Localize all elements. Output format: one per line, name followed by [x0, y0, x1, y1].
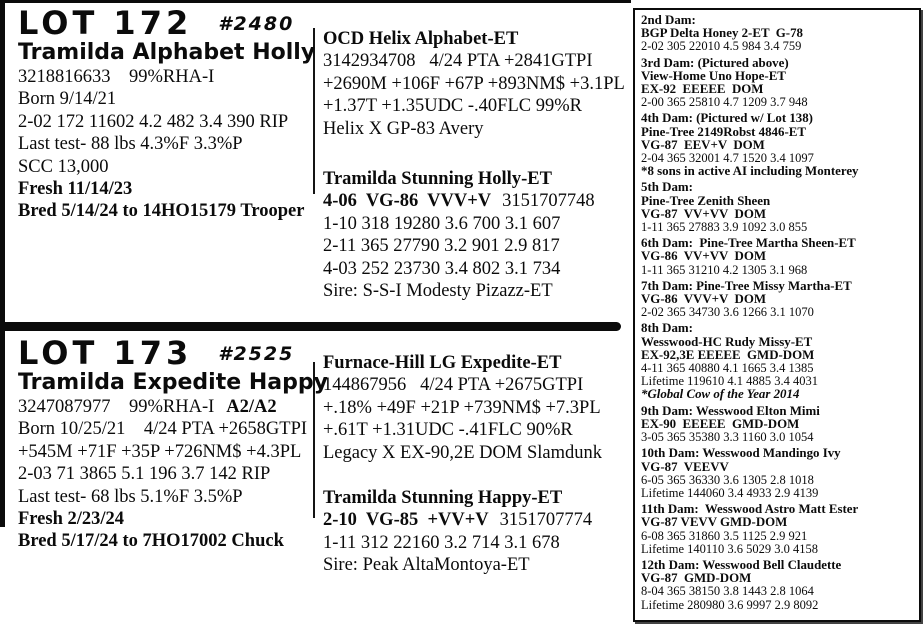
pedigree-line: VG-87 EEV+V DOM	[641, 137, 765, 152]
dam-score: 2-10 VG-85 +VV+V	[323, 510, 489, 531]
info-line: Born 9/14/21	[18, 89, 117, 110]
pedigree-line: Pine-Tree Zenith Sheen	[641, 193, 771, 208]
lot-number: #2480	[218, 13, 295, 35]
pedigree-line: EX-90 EEEEE GMD-DOM	[641, 416, 800, 431]
sire-name: OCD Helix Alphabet-ET	[323, 29, 519, 49]
pedigree-entry	[641, 14, 913, 54]
dam-score-line	[323, 190, 629, 212]
lot-title: LOT 172	[18, 4, 193, 42]
lot-divider-bar	[0, 322, 621, 331]
pedigree-line: VG-87 VEVV GMD-DOM	[641, 515, 788, 530]
top-rule-line	[0, 0, 631, 3]
a2-badge: A2/A2	[226, 397, 277, 417]
pedigree-line: VG-86 VV+VV DOM	[641, 249, 767, 264]
sire-line: Helix X GP-83 Avery	[323, 118, 484, 139]
dam-registration: 3151707774	[499, 510, 593, 531]
pedigree-line: 6-08 365 31860 3.5 1125 2.9 921	[641, 528, 808, 543]
dam-record-line: 2-11 365 27790 3.2 901 2.9 817	[323, 236, 560, 257]
sire-line: +1.37T +1.35UDC -.40FLC 99%R	[323, 96, 582, 117]
pedigree-line: 9th Dam: Wesswood Elton Mimi	[641, 403, 820, 418]
pedigree-line: Lifetime 280980 3.6 9997 2.9 8092	[641, 597, 819, 612]
pedigree-line: *8 sons in active AI including Monterey	[641, 164, 859, 179]
pedigree-line: VG-87 VEEVV	[641, 459, 729, 474]
dam-sire-line: Sire: S-S-I Modesty Pizazz-ET	[323, 281, 553, 302]
dam-records	[323, 213, 629, 280]
pedigree-line: 1-11 365 27883 3.9 1092 3.0 855	[641, 220, 808, 235]
pedigree-entry	[641, 447, 913, 500]
pedigree-entry	[641, 405, 913, 445]
pedigree-entry	[641, 503, 913, 556]
lot-title: LOT 173	[18, 334, 193, 372]
pedigree-entry	[641, 559, 913, 612]
dam-records	[323, 532, 629, 554]
registration-number: 3247087977 99%RHA-I	[18, 397, 215, 417]
pedigree-line: 2-04 365 32001 4.7 1520 3.4 1097	[641, 151, 814, 166]
pedigree-line: Lifetime 144060 3.4 4933 2.9 4139	[641, 485, 819, 500]
info-line: Last test- 88 lbs 4.3%F 3.3%P	[18, 134, 243, 155]
info-line: 2-02 172 11602 4.2 482 3.4 390 RIP	[18, 111, 289, 132]
pedigree-line: 3rd Dam: (Pictured above)	[641, 55, 789, 70]
pedigree-line: Wesswood-HC Rudy Missy-ET	[641, 334, 813, 349]
pedigree-line: VG-87 GMD-DOM	[641, 571, 752, 586]
registration-line	[18, 66, 314, 88]
bred-line: Bred 5/17/24 to 7HO17002 Chuck	[18, 531, 284, 552]
pedigree-line: 2nd Dam:	[641, 13, 696, 27]
dam-record-line: 1-11 312 22160 3.2 714 3.1 678	[323, 532, 560, 553]
info-lines	[18, 418, 314, 508]
pedigree-line: VG-86 VVV+V DOM	[641, 292, 767, 307]
pedigree-line: 1-11 365 31210 4.2 1305 3.1 968	[641, 262, 808, 277]
lot-middle-column	[323, 352, 629, 577]
registration-number: 3218816633 99%RHA-I	[18, 67, 215, 87]
pedigree-line: 10th Dam: Wesswood Mandingo Ivy	[641, 446, 841, 461]
pedigree-line: 3-05 365 35380 3.3 1160 3.0 1054	[641, 430, 814, 445]
pedigree-entry	[641, 112, 913, 178]
pedigree-line: 8th Dam:	[641, 321, 693, 336]
pedigree-line: 6th Dam: Pine-Tree Martha Sheen-ET	[641, 236, 856, 251]
pedigree-panel	[633, 8, 921, 622]
fresh-line: Fresh 2/23/24	[18, 509, 125, 530]
pedigree-line: View-Home Uno Hope-ET	[641, 68, 786, 83]
pedigree-line: 8-04 365 38150 3.8 1443 2.8 1064	[641, 584, 814, 599]
spacer	[323, 140, 629, 168]
pedigree-line: 4th Dam: (Pictured w/ Lot 138)	[641, 111, 813, 126]
lot-middle-column	[323, 28, 629, 302]
info-line: Last test- 68 lbs 5.1%F 3.5%P	[18, 486, 243, 507]
sire-line: +.61T +1.31UDC -.41FLC 90%R	[323, 420, 573, 441]
info-line: 2-03 71 3865 5.1 196 3.7 142 RIP	[18, 464, 271, 485]
pedigree-line: 2-02 365 34730 3.6 1266 3.1 1070	[641, 305, 814, 320]
sire-line: 144867956 4/24 PTA +2675GTPI	[323, 375, 584, 396]
sire-lines	[323, 374, 629, 464]
pedigree-line: EX-92 EEEEE DOM	[641, 82, 764, 97]
pedigree-line: 2-00 365 25810 4.7 1209 3.7 948	[641, 95, 808, 110]
info-line: SCC 13,000	[18, 156, 109, 177]
cow-name: Tramilda Expedite Happy	[18, 370, 328, 395]
lot-number: #2525	[218, 343, 295, 365]
pedigree-line: 4-11 365 40880 4.1 1665 3.4 1385	[641, 361, 814, 376]
pedigree-line: Lifetime 140110 3.6 5029 3.0 4158	[641, 541, 818, 556]
dam-record-line: 1-10 318 19280 3.6 700 3.1 607	[323, 213, 561, 234]
pedigree-entry	[641, 322, 913, 401]
pedigree-line: Pine-Tree 2149Robst 4846-ET	[641, 124, 806, 139]
sire-name: Furnace-Hill LG Expedite-ET	[323, 353, 562, 373]
info-lines	[18, 88, 314, 178]
lot-left-column	[18, 334, 328, 553]
pedigree-line: *Global Cow of the Year 2014	[641, 387, 800, 402]
info-line: +545M +71F +35P +726NM$ +4.3PL	[18, 441, 302, 462]
dam-registration: 3151707748	[502, 191, 595, 212]
pedigree-entry	[641, 57, 913, 110]
lot-left-column	[18, 6, 314, 223]
sire-line: +.18% +49F +21P +739NM$ +7.3PL	[323, 397, 601, 418]
pedigree-entry	[641, 237, 913, 277]
pedigree-line: VG-87 VV+VV DOM	[641, 206, 767, 221]
pedigree-line: 11th Dam: Wesswood Astro Matt Ester	[641, 502, 859, 517]
pedigree-entry	[641, 181, 913, 234]
dam-record-line: 4-03 252 23730 3.4 802 3.1 734	[323, 258, 561, 279]
pedigree-line: EX-92,3E EEEEE GMD-DOM	[641, 347, 815, 362]
fresh-line: Fresh 11/14/23	[18, 179, 133, 200]
dam-sire-line: Sire: Peak AltaMontoya-ET	[323, 555, 530, 576]
cow-name: Tramilda Alphabet Holly	[18, 40, 316, 65]
lot-title-row	[18, 336, 314, 370]
bred-line: Bred 5/14/24 to 14HO15179 Trooper	[18, 201, 305, 222]
pedigree-line: 2-02 305 22010 4.5 984 3.4 759	[641, 39, 802, 54]
pedigree-entry	[641, 280, 913, 320]
sire-line: Legacy X EX-90,2E DOM Slamdunk	[323, 442, 602, 463]
spacer	[323, 464, 629, 487]
pedigree-line: Lifetime 119610 4.1 4885 3.4 4031	[641, 374, 818, 389]
dam-score-line	[323, 509, 629, 531]
dam-score: 4-06 VG-86 VVV+V	[323, 191, 492, 212]
pedigree-line: 12th Dam: Wesswood Bell Claudette	[641, 557, 842, 572]
pedigree-line: BGP Delta Honey 2-ET G-78	[641, 26, 803, 41]
dam-name: Tramilda Stunning Holly-ET	[323, 169, 552, 190]
page-edge-line	[0, 0, 5, 527]
lot-title-row	[18, 6, 314, 40]
pedigree-line: 7th Dam: Pine-Tree Missy Martha-ET	[641, 278, 852, 293]
pedigree-line: 5th Dam:	[641, 180, 693, 195]
sire-line: +2690M +106F +67P +893NM$ +3.1PL	[323, 73, 625, 94]
sire-line: 3142934708 4/24 PTA +2841GTPI	[323, 51, 593, 72]
registration-line	[18, 396, 314, 418]
pedigree-line: 6-05 365 36330 3.6 1305 2.8 1018	[641, 472, 814, 487]
dam-name: Tramilda Stunning Happy-ET	[323, 488, 563, 509]
info-line: Born 10/25/21 4/24 PTA +2658GTPI	[18, 419, 308, 440]
sire-lines	[323, 50, 629, 140]
